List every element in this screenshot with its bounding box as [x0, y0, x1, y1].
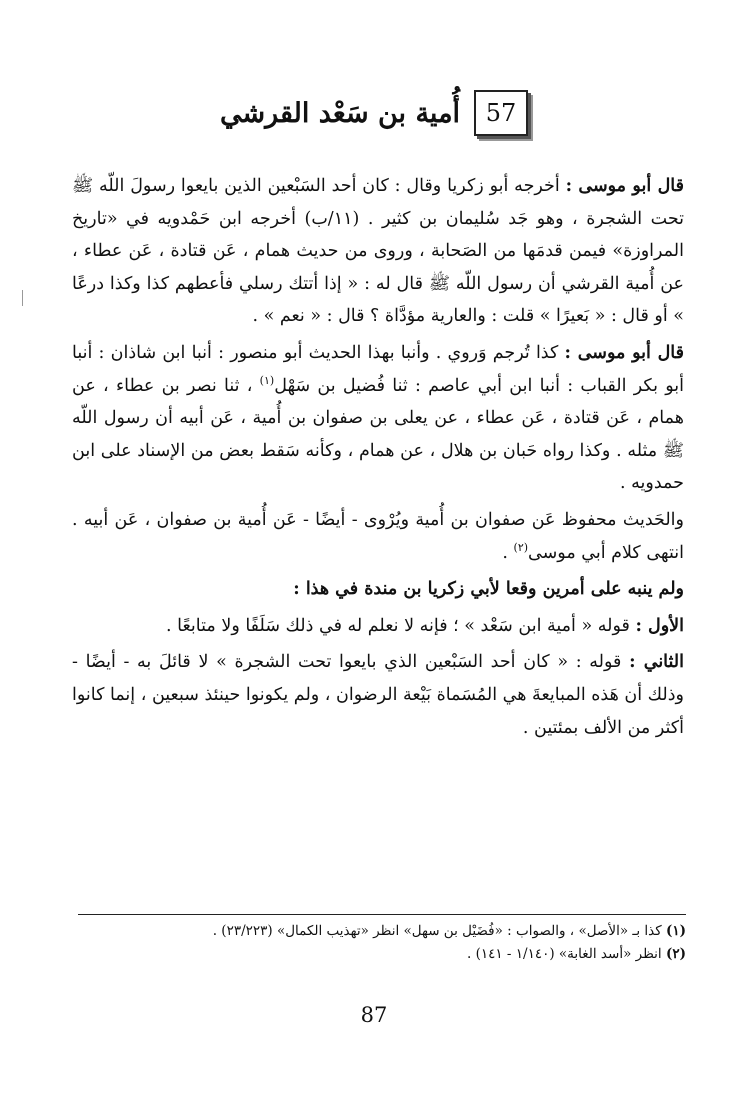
footnote-number: (١)	[665, 923, 686, 939]
section-heading: ولم ينبه على أمرين وقعا لأبي زكريا بن مندة في هذا :	[293, 579, 684, 600]
footnote-2	[78, 943, 686, 966]
paragraph-lead: قال أبو موسى :	[564, 342, 684, 363]
paragraph-text: ، ثنا نصر بن عطاء ، عن همام ، عَن قتادة ، عَن عطاء ، عن يعلى بن صفوان بن أُمية ، عَن أبيه أن رسول اللّه ﷺ مثله . وكذا رواه حَبان بن هلال ، عن همام ، وكأنه سَقط بعض من الإسناد على ابن حمدويه .	[72, 375, 684, 494]
paragraph-text: أخرجه أبو زكريا وقال : كان أحد السَبْعين الذين بايعوا رسولَ اللّه ﷺ تحت الشجرة ، وهو جَد سُليمان بن كثير . (١١/ب) أخرجه ابن حَمْدويه في «تاريخ المراوزة» فيمن قدمَها من الصَحابة ، وروى من حديث همام ، عَن قتادة ، عَن عطاء ، عن أُمية القرشي أن رسول اللّه ﷺ قال له : « إذا أتتك رسلي فأعطهم كذا وكذا درعًا » أو قال : « بَعيرًا » قلت : والعارية مؤدَّاة ؟ قال : « نعم » .	[72, 176, 685, 327]
footnote-text: كذا بـ «الأصل» ، والصواب : «فُضَيْل بن سهل» انظر «تهذيب الكمال» (٢٣/٢٢٣) .	[212, 923, 666, 939]
paragraph-lead: الأول :	[635, 615, 684, 636]
page-number: 87	[360, 1003, 388, 1027]
entry-header	[0, 90, 748, 136]
paragraph-text: كذا تُرجم وَروي . وأنبا بهذا الحديث أبو منصور : أنبا ابن شاذان : أنبا أبو بكر القباب : أنبا ابن أبي عاصم : ثنا فُضيل بن سَهْل	[72, 342, 684, 396]
entry-title: أُمية بن سَعْد القرشي	[219, 97, 461, 129]
footnote-ref-2[interactable]: (٢)	[513, 540, 529, 554]
paragraph-1	[72, 170, 684, 333]
paragraph-first-point	[72, 610, 684, 643]
footnote-number: (٢)	[665, 946, 686, 962]
footnote-ref-1[interactable]: (١)	[259, 373, 275, 387]
paragraph-lead: الثاني :	[629, 652, 684, 673]
main-text	[72, 170, 684, 744]
entry-number-box	[474, 90, 528, 136]
footnote-1	[78, 920, 686, 943]
paragraph-text: قوله : « كان أحد السَبْعين الذي بايعوا تحت الشجرة » لا قائلَ به - أيضًا - وذلك أن هَذه المبايعةَ هي المُسَماة بَيْعة الرضوان ، ولم يكونوا حينئذ سبعين ، إنما كانوا أكثر من الألف بمئتين .	[71, 652, 684, 738]
paragraph-3	[72, 504, 684, 569]
paragraph-2	[72, 337, 684, 500]
footnote-text: انظر «أسد الغابة» (١/١٤٠ - ١٤١) .	[466, 946, 666, 962]
paragraph-text: والحَديث محفوظ عَن صفوان بن أُمية ويُرْوى - أيضًا - عَن أُمية بن صفوان ، عَن أبيه . انتهى كلام أبي موسى	[72, 509, 684, 563]
paragraph-text: قوله « أمية ابن سَعْد » ؛ فإنه لا نعلم له في ذلك سَلَفًا ولا متابعًا .	[166, 615, 636, 636]
paragraph-lead: قال أبو موسى :	[565, 176, 684, 196]
margin-mark	[22, 290, 23, 306]
entry-number: 57	[485, 99, 517, 127]
footnotes	[78, 920, 686, 966]
paragraph-text: .	[502, 542, 514, 563]
footnote-divider	[78, 914, 686, 915]
paragraph-second-point	[72, 646, 684, 744]
